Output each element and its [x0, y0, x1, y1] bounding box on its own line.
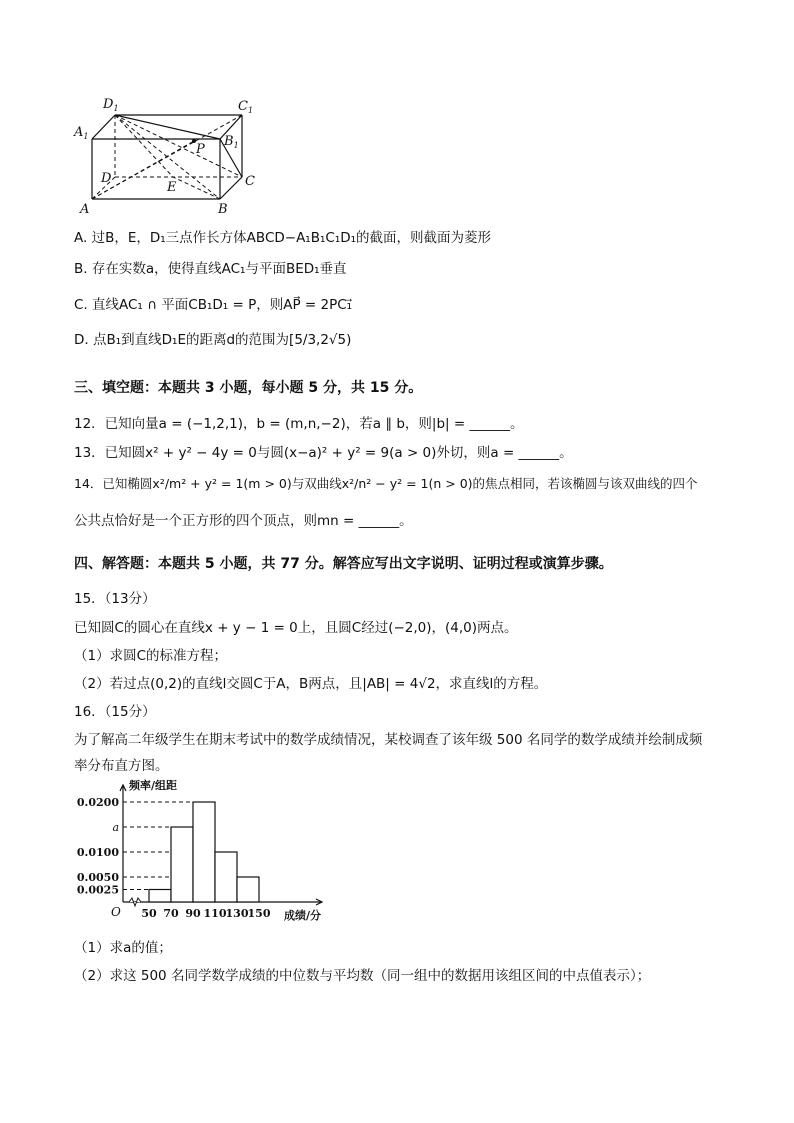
label-c: C [245, 174, 255, 189]
question-15-part1: （1）求圆C的标准方程； [74, 648, 228, 664]
axis-break-mark [129, 898, 141, 906]
option-a: A. 过B，E，D₁三点作长方体ABCD−A₁B₁C₁D₁的截面，则截面为菱形 [74, 230, 492, 246]
label-b1: $B_1$ [224, 134, 239, 150]
dashed-d1-e [115, 115, 173, 177]
histogram-bar [171, 827, 193, 902]
y-axis-title: 频率/组距 [129, 779, 178, 792]
dashed-d1-c [115, 115, 242, 177]
cuboid-figure [70, 95, 270, 220]
edge-b-c [220, 177, 242, 199]
question-15-text: 已知圆C的圆心在直线x + y − 1 = 0上，且圆C经过(−2,0)，(4,0)两点。 [74, 620, 518, 636]
label-a: A [80, 202, 90, 217]
frequency-histogram [70, 775, 340, 925]
x-tick-label: 90 [185, 907, 201, 920]
label-b: B [218, 202, 228, 217]
question-15-header: 15．（13分） [74, 591, 156, 607]
edge-a1-d1 [92, 115, 115, 139]
question-14-line2: 公共点恰好是一个正方形的四个顶点，则mn = ______。 [74, 513, 413, 529]
y-tick-label: 0.0025 [76, 883, 119, 897]
option-d: D. 点B₁到直线D₁E的距离d的范围为[5/3,2√5) [74, 332, 352, 348]
y-tick-label: 0.0200 [76, 796, 119, 809]
section3-heading: 三、填空题：本题共 3 小题，每小题 5 分，共 15 分。 [74, 380, 423, 396]
origin-label: O [111, 905, 121, 919]
question-14-line1: 14．已知椭圆x²/m² + y² = 1(m > 0)与双曲线x²/n² − y² = 1(n > 0)的焦点相同，若该椭圆与该双曲线的四个 [74, 476, 698, 491]
label-a1: $A_1$ [74, 125, 89, 141]
dashed-a-p [92, 141, 194, 199]
x-tick-label: 110 [203, 907, 227, 920]
histogram-bar [149, 890, 171, 903]
label-c1: $C_1$ [238, 99, 254, 115]
option-b: B. 存在实数a，使得直线AC₁与平面BED₁垂直 [74, 261, 347, 277]
histogram-bar [237, 877, 259, 902]
question-12: 12．已知向量a = (−1,2,1)，b = (m,n,−2)，若a ∥ b，则|b| = ______。 [74, 416, 524, 432]
x-tick-label: 50 [141, 907, 157, 920]
question-16-text-line2: 率分布直方图。 [74, 758, 169, 774]
x-axis-title: 成绩/分 [284, 909, 322, 922]
label-d1: $D_1$ [103, 97, 119, 113]
histogram-bar [215, 852, 237, 902]
question-16-text-line1: 为了解高二年级学生在期末考试中的数学成绩情况，某校调查了该年级 500 名同学的数学成绩并绘制成频 [74, 732, 703, 748]
y-tick-label: a [112, 821, 119, 834]
x-tick-label: 70 [163, 907, 179, 920]
section4-heading: 四、解答题：本题共 5 小题，共 77 分。解答应写出文字说明、证明过程或演算步骤。 [74, 556, 613, 572]
question-16-part1: （1）求a的值； [74, 940, 172, 956]
question-15-part2: （2）若过点(0,2)的直线l交圆C于A，B两点，且|AB| = 4√2，求直线l的方程。 [74, 676, 548, 692]
y-tick-label: 0.0100 [76, 846, 119, 859]
label-p: P [196, 142, 205, 157]
x-tick-label: 150 [247, 907, 271, 920]
x-tick-label: 130 [225, 907, 249, 920]
question-16-part2: （2）求这 500 名同学数学成绩的中位数与平均数（同一组中的数据用该组区间的中点值表示）； [74, 968, 651, 984]
histogram-bar [193, 802, 215, 902]
segment-d1-b1 [115, 115, 220, 139]
y-tick-label: 0.0050 [76, 871, 119, 884]
question-13: 13．已知圆x² + y² − 4y = 0与圆(x−a)² + y² = 9(a > 0)外切，则a = ______。 [74, 445, 573, 461]
option-c: C. 直线AC₁ ∩ 平面CB₁D₁ = P，则AP⃗ = 2PC₁⃗ [74, 297, 353, 313]
label-e: E [167, 180, 177, 195]
label-d: D [101, 171, 112, 186]
dashed-b-e [173, 177, 220, 199]
question-16-header: 16．（15分） [74, 704, 156, 720]
